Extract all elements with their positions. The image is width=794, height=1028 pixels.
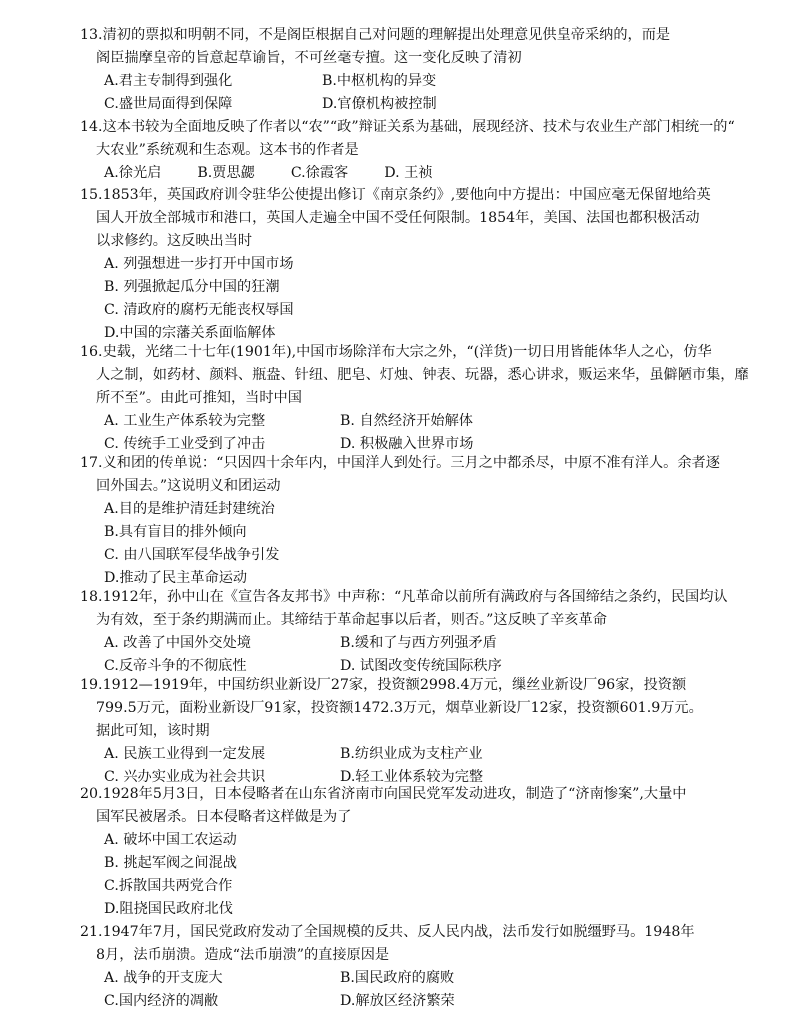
question-13	[80, 24, 720, 116]
option-row	[80, 990, 720, 1013]
option-a: A. 工业生产体系较为完整	[104, 413, 266, 429]
option-d: D.轻工业体系较为完整	[340, 769, 484, 785]
question-17	[80, 452, 720, 590]
question-stem-line: 大农业”系统观和生态观。这本书的作者是	[96, 142, 359, 158]
question-18	[80, 586, 728, 678]
option-row	[80, 70, 720, 93]
option-b: B. 挑起军阀之间混战	[104, 855, 237, 871]
option-b: B. 自然经济开始解体	[340, 413, 473, 429]
question-stem-line: 国军民被屠杀。日本侵略者这样做是为了	[96, 809, 352, 825]
option-d: D. 试图改变传统国际秩序	[340, 658, 502, 674]
question-stem-line: 17.义和团的传单说：“只因四十余年内，中国洋人到处行。三月之中都杀尽，中原不准有洋人。余者逐	[80, 455, 720, 471]
option-row	[80, 410, 720, 433]
question-20	[80, 783, 720, 921]
option-row	[80, 632, 720, 655]
option-c: C. 兴办实业成为社会共识	[104, 769, 266, 785]
option-c: C.国内经济的凋敝	[104, 993, 219, 1009]
option-d: D.阻挠国民政府北伐	[104, 901, 233, 917]
question-14	[80, 116, 735, 185]
question-stem-line: 以求修约。这反映出当时	[96, 233, 253, 249]
option-b: B.国民政府的腐败	[340, 970, 455, 986]
question-stem-line: 799.5万元，面粉业新设厂91家，投资额1472.3万元，烟草业新设厂12家，投资额601.9万元。	[96, 700, 703, 716]
option-d: D.推动了民主革命运动	[104, 570, 248, 586]
question-stem-line: 所不至”。由此可推知，当时中国	[96, 390, 302, 406]
option-d: D.官僚机构被控制	[322, 96, 437, 112]
option-a: A. 列强想进一步打开中国市场	[104, 256, 294, 272]
question-16	[80, 341, 749, 456]
option-d: D.解放区经济繁荣	[340, 993, 455, 1009]
option-b: B.贾思勰	[197, 165, 255, 181]
question-19	[80, 674, 720, 789]
question-stem-line: 21.1947年7月，国民党政府发动了全国规模的反共、反人民内战，法币发行如脱缰野马。1948年	[80, 924, 695, 940]
question-stem-line: 13.清初的票拟和明朝不同，不是阁臣根据自己对问题的理解提出处理意见供皇帝采纳的，而是	[80, 27, 671, 43]
option-row	[80, 967, 720, 990]
question-stem-line: 18.1912年，孙中山在《宣告各友邦书》中声称：“凡革命以前所有满政府与各国缔结之条约，民国均认	[80, 589, 728, 605]
option-a: A.徐光启	[104, 165, 162, 181]
option-a: A.目的是维护清廷封建统治	[104, 501, 275, 517]
option-a: A. 改善了中国外交处境	[104, 635, 251, 651]
option-row	[80, 162, 720, 185]
option-d: D. 积极融入世界市场	[340, 436, 474, 452]
question-stem-line: 16.史载，光绪二十七年(1901年),中国市场除洋布大宗之外，“(洋货)一切日用皆能体华人之心，仿华	[80, 344, 712, 360]
option-row	[80, 93, 720, 116]
question-stem-line: 19.1912—1919年，中国纺织业新设厂27家，投资额2998.4万元，缫丝业新设厂96家，投资额	[80, 677, 687, 693]
question-21	[80, 921, 720, 1013]
option-c: C.徐霞客	[290, 165, 349, 181]
option-b: B.纺织业成为支柱产业	[340, 746, 483, 762]
option-c: C.盛世局面得到保障	[104, 96, 233, 112]
question-stem-line: 20.1928年5月3日，日本侵略者在山东省济南市向国民党军发动进攻，制造了“济南惨案”,大量中	[80, 786, 687, 802]
question-stem-line: 人之制，如药材、颜料、瓶盎、针纽、肥皂、灯烛、钟表、玩器，悉心讲求，贩运来华，虽僻陋市集，靡	[96, 367, 749, 383]
option-d: D. 王祯	[384, 165, 433, 181]
option-b: B.缓和了与西方列强矛盾	[340, 635, 497, 651]
option-a: A. 战争的开支庞大	[104, 970, 223, 986]
option-c: C. 清政府的腐朽无能丧权辱国	[104, 302, 294, 318]
option-b: B.具有盲目的排外倾向	[104, 524, 247, 540]
question-15	[80, 184, 720, 345]
option-a: A. 民族工业得到一定发展	[104, 746, 266, 762]
question-stem-line: 15.1853年，英国政府训令驻华公使提出修订《南京条约》,要他向中方提出：中国应毫无保留地给英	[80, 187, 711, 203]
question-stem-line: 8月，法币崩溃。造成“法币崩溃”的直接原因是	[96, 947, 390, 963]
option-row	[80, 743, 720, 766]
option-d: D.中国的宗藩关系面临解体	[104, 325, 276, 341]
question-stem-line: 回外国去。”这说明义和团运动	[96, 478, 281, 494]
option-c: C.反帝斗争的不彻底性	[104, 658, 247, 674]
question-stem-line: 据此可知，该时期	[96, 723, 210, 739]
question-stem-line: 阁臣揣摩皇帝的旨意起草谕旨，不可丝毫专擅。这一变化反映了清初	[96, 50, 522, 66]
question-stem-line: 为有效，至于条约期满而止。其缔结于革命起事以后者，则否。”这反映了辛亥革命	[96, 612, 607, 628]
question-stem-line: 14.这本书较为全面地反映了作者以“农”“政”辩证关系为基础，展现经济、技术与农业生产部门相统一的“	[80, 119, 735, 135]
option-c: C.拆散国共两党合作	[104, 878, 233, 894]
question-stem-line: 国人开放全部城市和港口，英国人走遍全中国不受任何限制。1854年，美国、法国也都积极活动	[96, 210, 700, 226]
option-b: B. 列强掀起瓜分中国的狂潮	[104, 279, 280, 295]
option-a: A. 破坏中国工农运动	[104, 832, 237, 848]
option-c: C. 传统手工业受到了冲击	[104, 436, 266, 452]
option-b: B.中枢机构的异变	[322, 73, 437, 89]
option-c: C. 由八国联军侵华战争引发	[104, 547, 280, 563]
option-a: A.君主专制得到强化	[104, 73, 233, 89]
